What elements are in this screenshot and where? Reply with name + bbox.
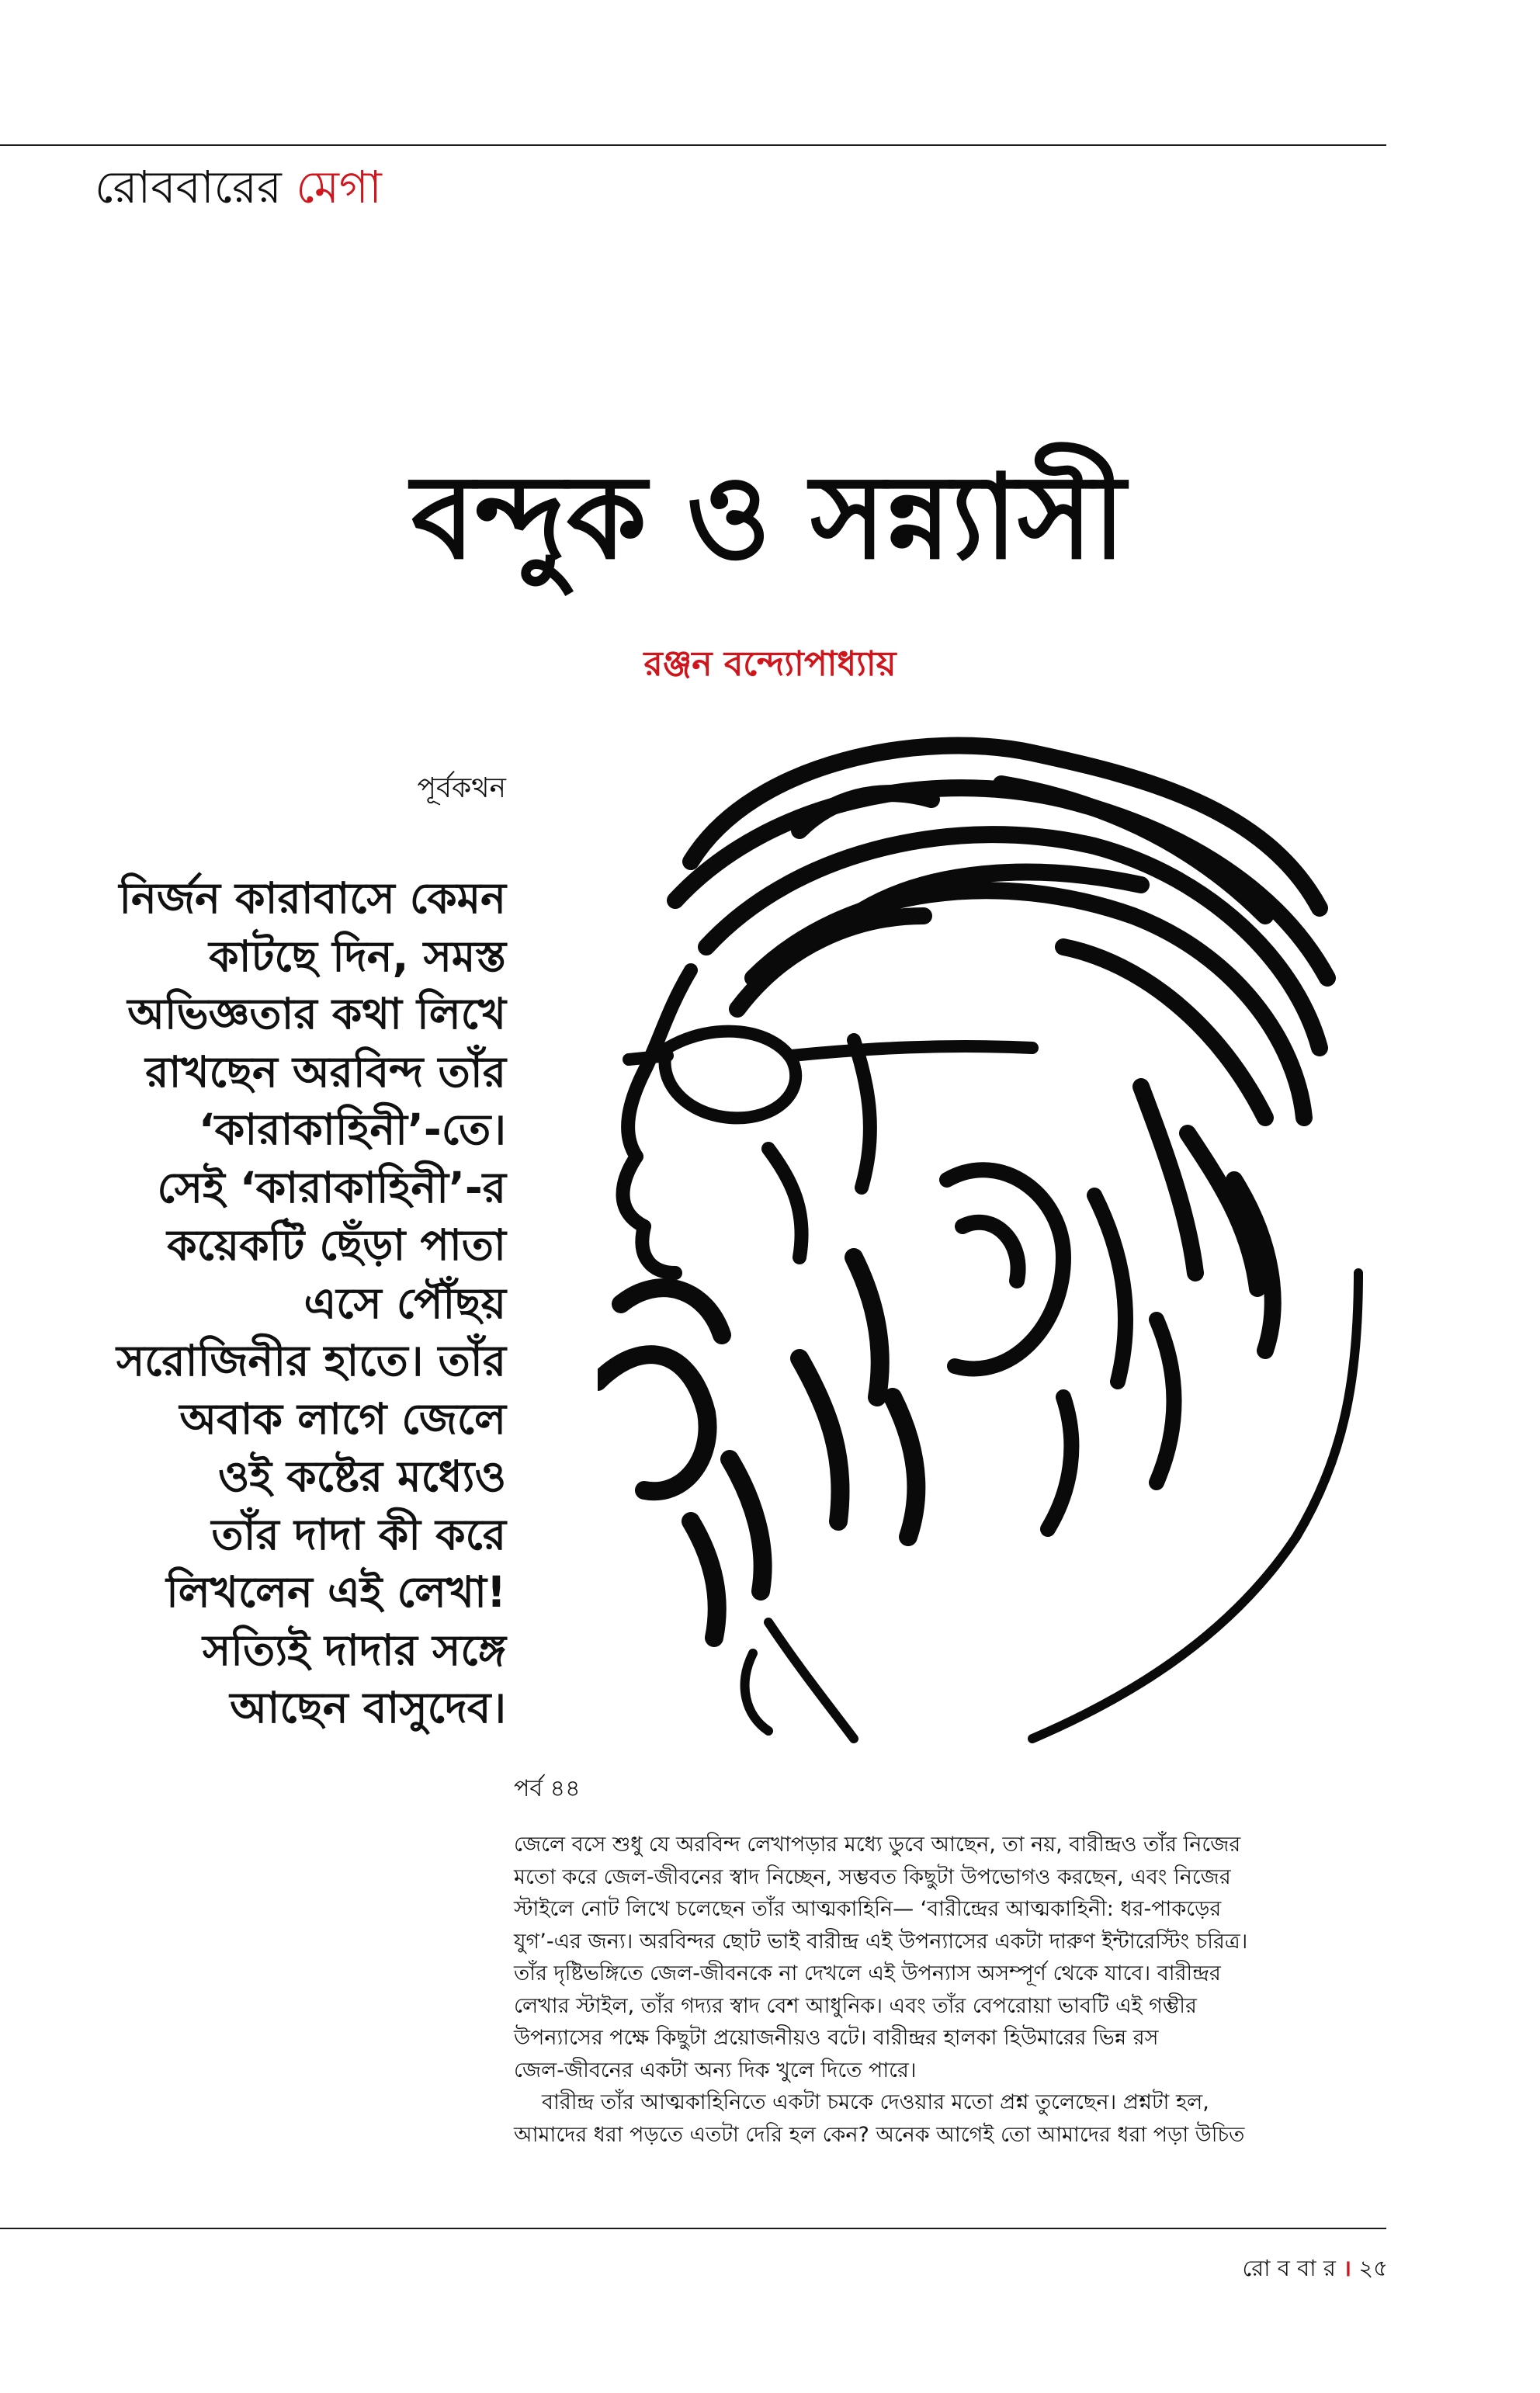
intro-label: পূর্বকথন [417, 772, 506, 804]
body-line: জেল-জীবনের একটা অন্য দিক খুলে দিতে পারে। [514, 2058, 917, 2083]
intro-line: লিখলেন এই লেখা! [166, 1567, 506, 1617]
intro-line: কাটছে দিন, সমস্ত [209, 931, 506, 981]
intro-line: রাখছেন অরবিন্দ তাঁর [145, 1046, 506, 1097]
body-line: স্টাইলে নোট লিখে চলেছেন তাঁর আত্মকাহিনি— ‘বারীন্দ্রের আত্মকাহিনী: ধর-পাকড়ের [514, 1897, 1222, 1921]
body-line: লেখার স্টাইল, তাঁর গদ্যর স্বাদ বেশ আধুনিক। এবং তাঁর বেপরোয়া ভাবটি এই গম্ভীর [514, 1993, 1197, 2018]
body-line: উপন্যাসের পক্ষে কিছুটা প্রয়োজনীয়ও বটে। বারীন্দ্রর হালকা হিউমারের ভিন্ন রস [514, 2026, 1159, 2050]
intro-line: ‘কারাকাহিনী’-তে। [198, 1105, 506, 1154]
ear-strokes [947, 1170, 1174, 1529]
body-line: মতো করে জেল-জীবনের স্বাদ নিচ্ছেন, সম্ভবত কিছুটা উপভোগও করছেন, এবং নিজের [514, 1864, 1231, 1889]
top-rule [0, 144, 1386, 146]
intro-line: তাঁর দাদা কী করে [211, 1509, 506, 1559]
story-title-lettering [404, 425, 1133, 596]
intro-line: এসে পৌঁছয় [303, 1278, 506, 1328]
body-line: আমাদের ধরা পড়তে এতটা দেরি হল কেন? অনেক আগেই তো আমাদের ধরা পড়া উচিত [514, 2122, 1245, 2147]
intro-line: অভিজ্ঞতার কথা লিখে [127, 989, 506, 1039]
intro-line: কয়েকটি ছেঁড়া পাতা [167, 1220, 506, 1270]
intro-line: সেই ‘কারাকাহিনী’-র [157, 1162, 506, 1212]
folio-page-number: ২৫ [1358, 2255, 1388, 2281]
folio-magazine: রো ব বা র [1242, 2255, 1336, 2281]
body-line: তাঁর দৃষ্টিভঙ্গিতে জেল-জীবনকে না দেখলে এই উপন্যাস অসম্পূর্ণ থেকে যাবে। বারীন্দ্রর [514, 1961, 1221, 1985]
intro-line: ওই কষ্টের মধ্যেও [217, 1451, 506, 1501]
body-line: বারীন্দ্র তাঁর আত্মকাহিনিতে একটা চমকে দেওয়ার মতো প্রশ্ন তুলেছেন। প্রশ্নটা হল, [542, 2090, 1209, 2114]
section-label-prefix: রোববারের [95, 161, 282, 213]
intro-line: সত্যিই দাদার সঙ্গে [202, 1625, 506, 1675]
portrait-ink-drawing [598, 714, 1405, 1746]
author-byline: রঞ্জন বন্দ্যোপাধ্যায় [643, 644, 897, 684]
portrait-sketch [598, 714, 1405, 1746]
section-label-accent: মেগা [296, 161, 382, 213]
intro-line: সরোজিনীর হাতে। তাঁর [116, 1336, 506, 1386]
page-folio [1242, 2251, 1388, 2289]
intro-line: নির্জন কারাবাসে কেমন [119, 873, 506, 923]
section-label [95, 161, 382, 213]
bottom-rule [0, 2228, 1386, 2229]
episode-label: পর্ব ৪৪ [514, 1775, 581, 1802]
intro-lead [40, 869, 506, 1737]
story-title [404, 425, 1133, 596]
intro-line: আছেন বাসুদেব। [230, 1683, 506, 1732]
glasses-strokes [629, 1032, 1032, 1118]
body-line: জেলে বসে শুধু যে অরবিন্দ লেখাপড়ার মধ্যে ডুবে আছেন, তা নয়, বারীন্দ্রও তাঁর নিজের [514, 1833, 1241, 1857]
beard-strokes [598, 1257, 916, 1638]
story-title-text: বন্দুক ও সন্ন্যাসী [411, 450, 1133, 585]
folio-separator: । [1343, 2255, 1352, 2281]
body-line: যুগ’-এর জন্য। অরবিন্দর ছোট ভাই বারীন্দ্র এই উপন্যাসের একটা দারুণ ইন্টারেস্টিং চরিত্র। [514, 1929, 1248, 1954]
intro-line: অবাক লাগে জেলে [179, 1393, 506, 1444]
body-text [514, 1829, 1391, 2151]
